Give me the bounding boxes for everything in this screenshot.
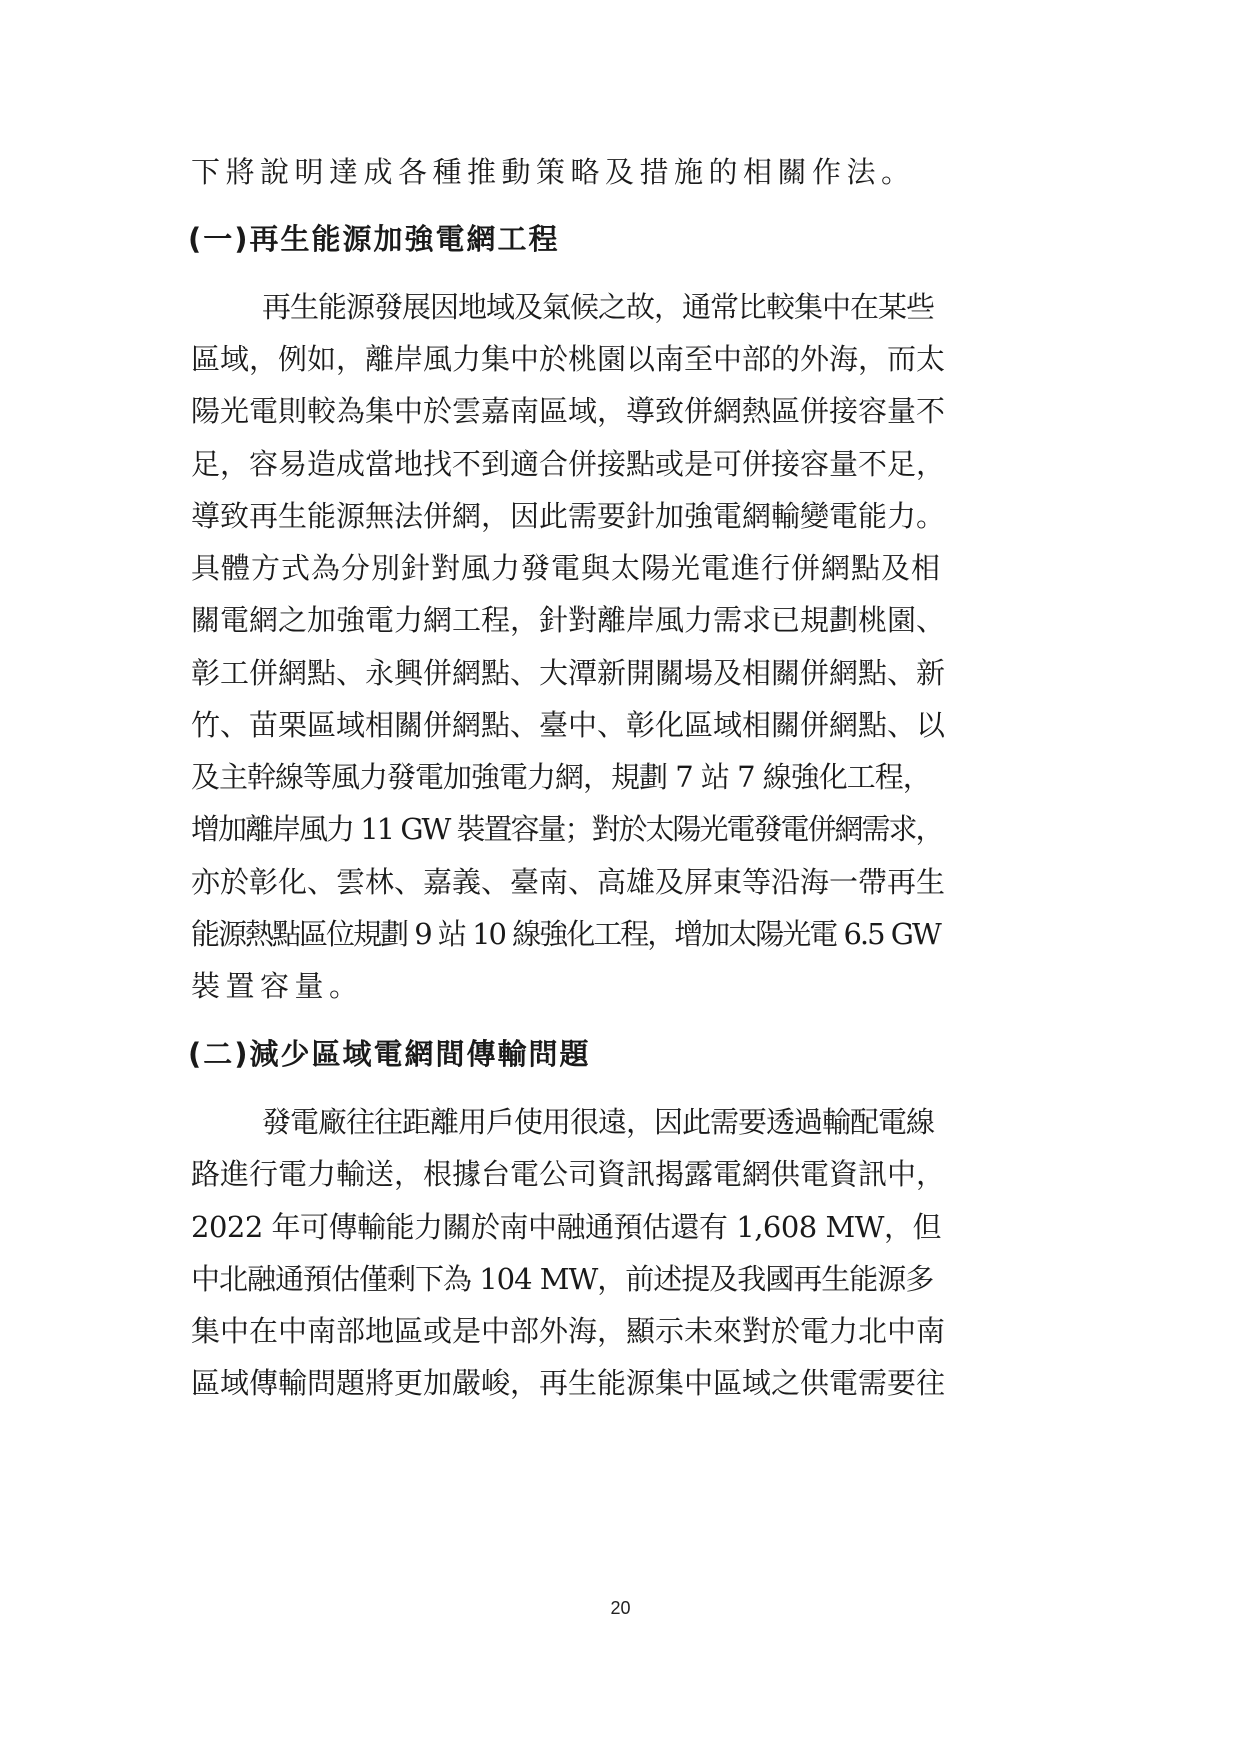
paragraph-line: 及主幹線等風力發電加強電力網，規劃 7 站 7 線強化工程， — [191, 760, 931, 794]
paragraph-line: 區域傳輸問題將更加嚴峻，再生能源集中區域之供電需要往 — [191, 1366, 946, 1400]
paragraph-line: 再生能源發展因地域及氣候之故，通常比較集中在某些 — [262, 290, 935, 324]
paragraph-line: 集中在中南部地區或是中部外海，顯示未來對於電力北中南 — [191, 1314, 946, 1348]
paragraph-line: 區域，例如，離岸風力集中於桃園以南至中部的外海，而太 — [191, 342, 946, 376]
paragraph-line: 陽光電則較為集中於雲嘉南區域，導致併網熱區併接容量不 — [191, 394, 946, 428]
paragraph-line: 路進行電力輸送，根據台電公司資訊揭露電網供電資訊中， — [191, 1157, 946, 1191]
paragraph-line: 發電廠往往距離用戶使用很遠，因此需要透過輸配電線 — [262, 1105, 935, 1139]
paragraph-line: 竹、苗栗區域相關併網點、臺中、彰化區域相關併網點、以 — [191, 708, 946, 742]
paragraph-line: 關電網之加強電力網工程，針對離岸風力需求已規劃桃園、 — [191, 603, 946, 637]
paragraph-line: 2022 年可傳輸能力關於南中融通預估還有 1,608 MW，但 — [191, 1210, 941, 1244]
section-heading-2: (二)減少區域電網間傳輸問題 — [188, 1037, 591, 1071]
page-number: 20 — [610, 1598, 631, 1618]
paragraph-line: 增加離岸風力 11 GW 裝置容量；對於太陽光電發電併網需求， — [191, 812, 943, 846]
paragraph-line: 能源熱點區位規劃 9 站 10 線強化工程，增加太陽光電 6.5 GW — [191, 917, 940, 951]
intro-paragraph: 下將說明達成各種推動策略及措施的相關作法。 — [191, 155, 916, 189]
paragraph-line: 具體方式為分別針對風力發電與太陽光電進行併網點及相 — [191, 551, 942, 585]
paragraph-line: 彰工併網點、永興併網點、大潭新開關場及相關併網點、新 — [191, 656, 946, 690]
paragraph-line: 中北融通預估僅剩下為 104 MW，前述提及我國再生能源多 — [191, 1262, 934, 1296]
paragraph-line: 亦於彰化、雲林、嘉義、臺南、高雄及屏東等沿海一帶再生 — [191, 865, 946, 899]
paragraph-line: 足，容易造成當地找不到適合併接點或是可併接容量不足， — [191, 447, 946, 481]
section-heading-1: (一)再生能源加強電網工程 — [188, 222, 560, 256]
paragraph-line: 導致再生能源無法併網，因此需要針加強電網輸變電能力。 — [191, 499, 946, 533]
paragraph-line: 裝置容量。 — [191, 969, 364, 1003]
